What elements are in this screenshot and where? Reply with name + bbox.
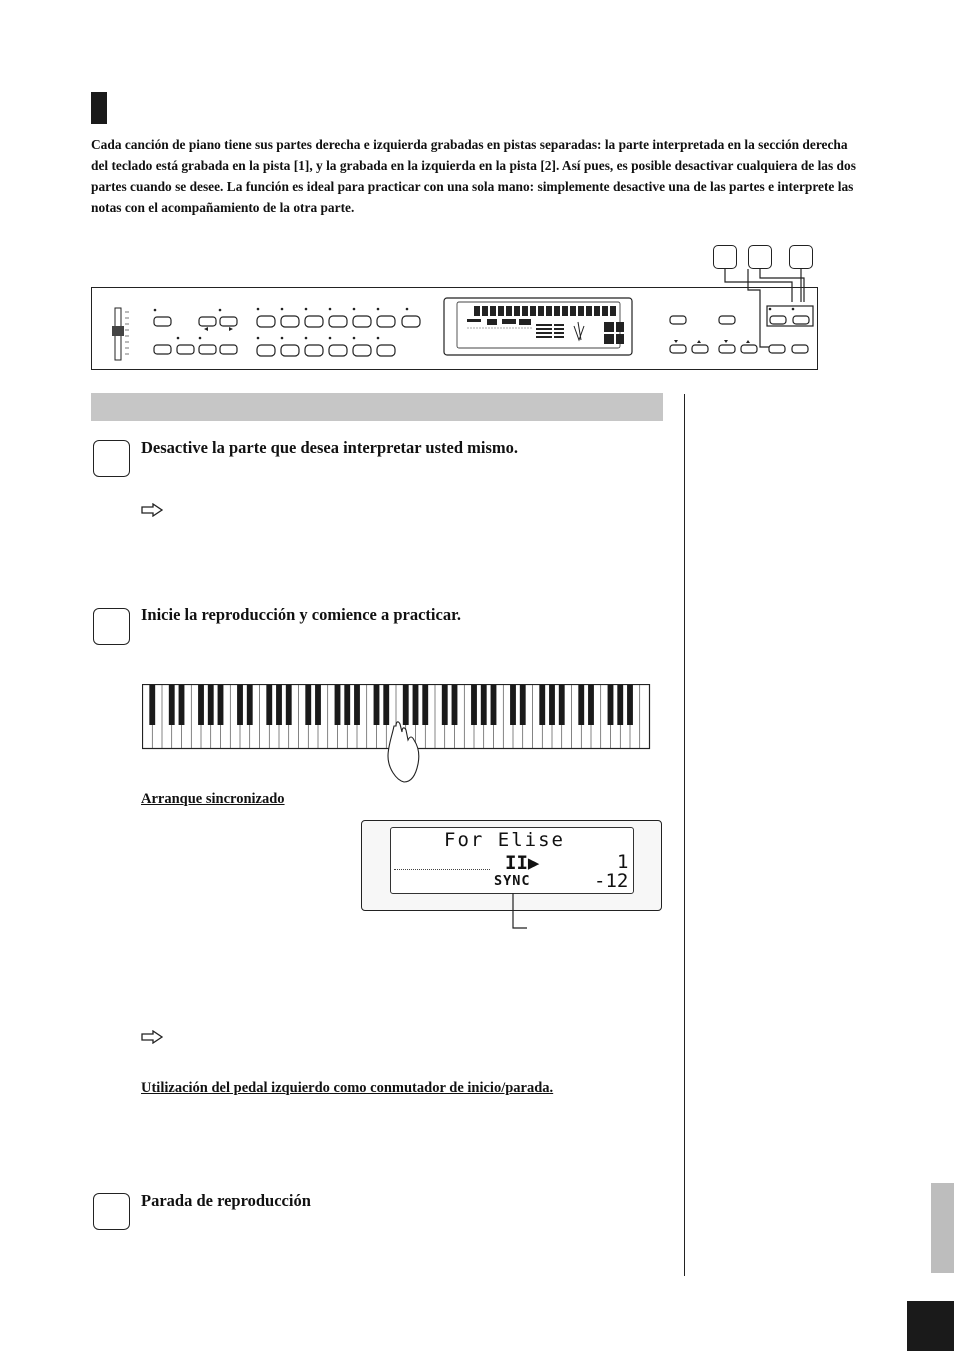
pedal-switch-heading: Utilización del pedal izquierdo como conmutador de inicio/parada. <box>141 1080 554 1096</box>
black-key <box>559 685 565 725</box>
black-key <box>608 685 614 725</box>
lcd-sync-label: SYNC <box>494 873 531 889</box>
black-key <box>276 685 282 725</box>
keyboard-illustration <box>142 684 652 784</box>
black-key <box>305 685 311 725</box>
black-key <box>149 685 155 725</box>
black-key <box>403 685 409 725</box>
callout-box-2 <box>748 245 772 269</box>
column-divider <box>684 394 685 1276</box>
black-key <box>442 685 448 725</box>
intro-paragraph: Cada canción de piano tiene sus partes derecha e izquierda grabadas en pistas separadas: la parte interpretada en la sección derecha del teclado está grabada en la pista [1], y la grabada en la izquierda en la pista [2]. Así pues, es posible desactivar cualquiera de las dos partes cuando se desee. La función es ideal para practicar con una sola mano: simplemente desactive una de las partes e interprete las notas con el acompañamiento de la otra parte. <box>91 137 856 215</box>
lcd-track-number: 1 <box>617 851 629 873</box>
black-key <box>344 685 350 725</box>
control-panel-diagram <box>91 287 818 370</box>
black-key <box>179 685 185 725</box>
black-key <box>520 685 526 725</box>
black-key <box>198 685 204 725</box>
black-key <box>383 685 389 725</box>
black-key <box>539 685 545 725</box>
black-key <box>208 685 214 725</box>
black-key <box>335 685 341 725</box>
black-key <box>481 685 487 725</box>
black-key <box>471 685 477 725</box>
black-key <box>491 685 497 725</box>
arrow-note-icon <box>141 503 163 517</box>
step-3-heading: Parada de reproducción <box>141 1191 311 1210</box>
step-number-box-3 <box>93 1193 130 1230</box>
lcd-dotted-line <box>394 869 490 870</box>
page-corner-block <box>907 1301 954 1351</box>
black-key <box>578 685 584 725</box>
black-key <box>452 685 458 725</box>
black-key <box>237 685 243 725</box>
black-key <box>422 685 428 725</box>
black-key <box>218 685 224 725</box>
black-key <box>169 685 175 725</box>
lcd-play-symbol: II▶ <box>505 852 540 874</box>
black-key <box>315 685 321 725</box>
callout-box-3 <box>789 245 813 269</box>
black-key <box>266 685 272 725</box>
sync-start-heading: Arranque sincronizado <box>141 791 285 807</box>
black-key <box>627 685 633 725</box>
black-key <box>286 685 292 725</box>
black-key <box>247 685 253 725</box>
black-key <box>617 685 623 725</box>
black-key <box>510 685 516 725</box>
black-key <box>588 685 594 725</box>
step-number-box-2 <box>93 608 130 645</box>
sync-callout-line <box>505 892 535 932</box>
section-side-tab <box>931 1183 954 1273</box>
black-key <box>549 685 555 725</box>
black-key <box>354 685 360 725</box>
step-number-box-1 <box>93 440 130 477</box>
black-key <box>374 685 380 725</box>
lcd-value: -12 <box>594 870 629 892</box>
section-heading-bar <box>91 393 663 421</box>
step-1-heading: Desactive la parte que desea interpretar usted mismo. <box>141 438 518 457</box>
section-marker <box>91 92 107 124</box>
arrow-note-icon <box>141 1030 163 1044</box>
step-2-heading: Inicie la reproducción y comience a practicar. <box>141 605 462 624</box>
black-key <box>413 685 419 725</box>
lcd-song-name: For Elise <box>444 829 565 851</box>
callout-box-1 <box>713 245 737 269</box>
control-panel-art <box>92 288 819 371</box>
